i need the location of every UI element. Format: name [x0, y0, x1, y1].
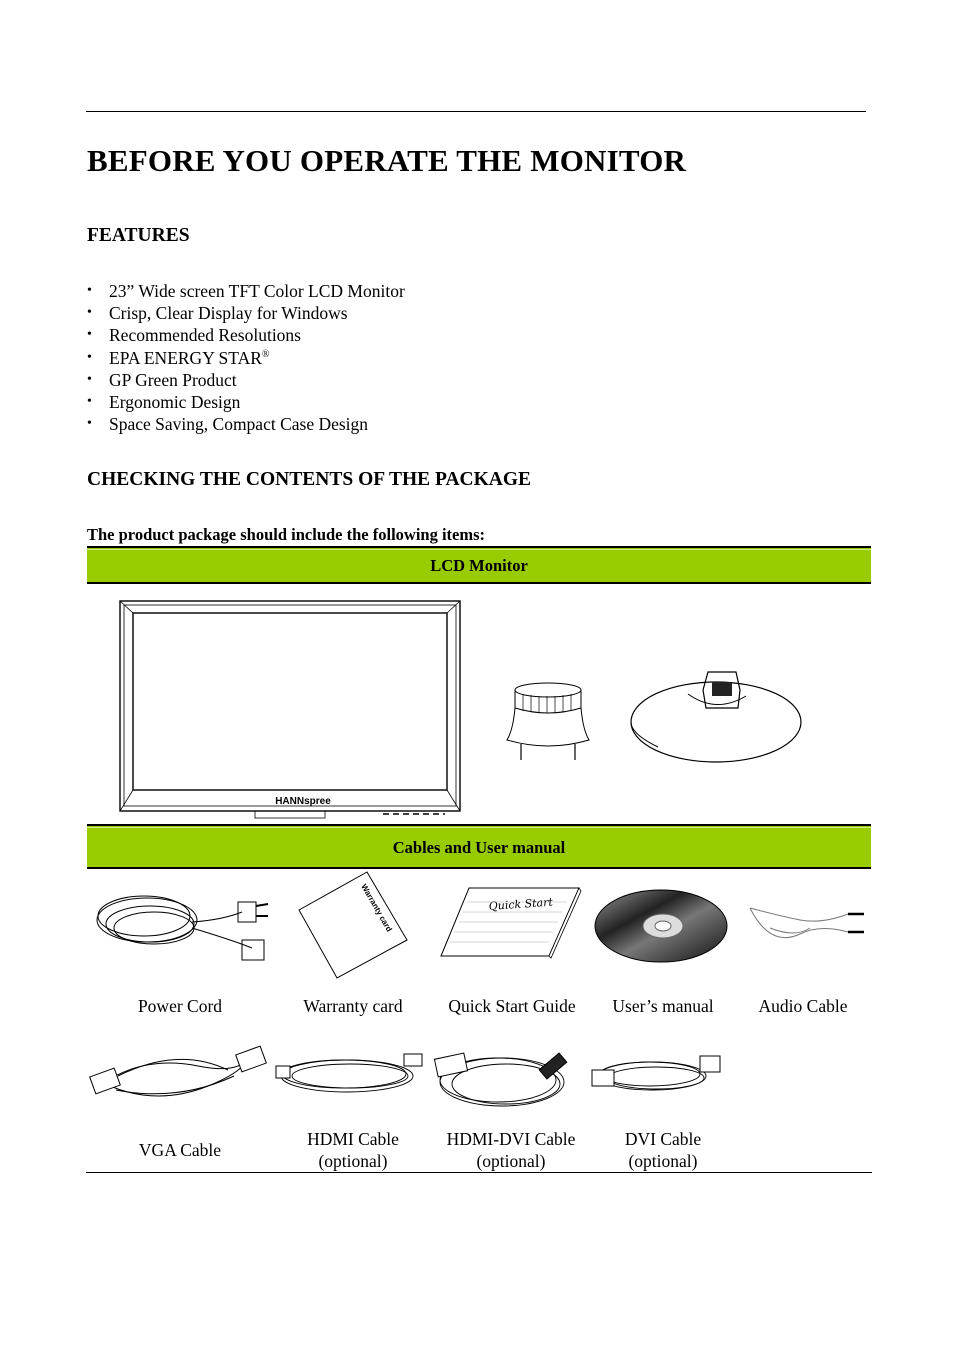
caption-vga-cable: VGA Cable	[138, 1140, 222, 1160]
feature-item: • Space Saving, Compact Case Design	[87, 413, 405, 435]
feature-item: • Ergonomic Design	[87, 391, 405, 413]
caption-dvi-cable: DVI Cable (optional)	[624, 1129, 702, 1171]
stand-neck-illustration	[503, 680, 593, 766]
section-bar-lcd-monitor: LCD Monitor	[87, 546, 871, 584]
caption-hdmi-dvi-cable: HDMI-DVI Cable (optional)	[446, 1129, 576, 1171]
bottom-rule	[86, 1172, 872, 1173]
monitor-illustration	[115, 598, 465, 820]
page-title: BEFORE YOU OPERATE THE MONITOR	[87, 143, 687, 178]
caption-warranty-card: Warranty card	[303, 996, 403, 1016]
svg-text:Quick Start: Quick Start	[488, 895, 554, 913]
hdmi-dvi-cable-icon	[432, 1044, 580, 1114]
audio-cable-icon	[740, 898, 868, 950]
package-heading: CHECKING THE CONTENTS OF THE PACKAGE	[87, 469, 532, 490]
quick-start-guide-icon	[437, 882, 587, 962]
feature-item: • Recommended Resolutions	[87, 324, 405, 346]
top-rule	[86, 111, 866, 112]
power-cord-icon	[92, 880, 272, 972]
caption-quick-start-guide: Quick Start Guide	[448, 996, 576, 1016]
caption-audio-cable: Audio Cable	[758, 996, 848, 1016]
stand-base-illustration	[628, 662, 808, 772]
registered-mark: ®	[261, 348, 270, 360]
caption-users-manual: User’s manual	[612, 996, 714, 1016]
svg-text:Warranty card: Warranty card	[359, 882, 394, 934]
features-heading: FEATURES	[87, 225, 190, 246]
monitor-brand-logo: HANNspree	[275, 796, 331, 807]
feature-item: • EPA ENERGY STAR®	[87, 347, 405, 369]
caption-hdmi-cable: HDMI Cable (optional)	[307, 1129, 399, 1171]
feature-item: • GP Green Product	[87, 369, 405, 391]
caption-power-cord: Power Cord	[137, 996, 223, 1016]
dvi-cable-icon	[590, 1052, 730, 1098]
feature-item: • 23” Wide screen TFT Color LCD Monitor	[87, 280, 405, 302]
package-intro: The product package should include the following items:	[87, 525, 486, 544]
section-bar-cables: Cables and User manual	[87, 824, 871, 869]
vga-cable-icon	[88, 1046, 268, 1106]
users-manual-disc-icon	[593, 888, 733, 964]
warranty-card-icon	[295, 868, 415, 983]
feature-item: • Crisp, Clear Display for Windows	[87, 302, 405, 324]
hdmi-cable-icon	[272, 1046, 427, 1102]
features-list	[87, 280, 405, 435]
